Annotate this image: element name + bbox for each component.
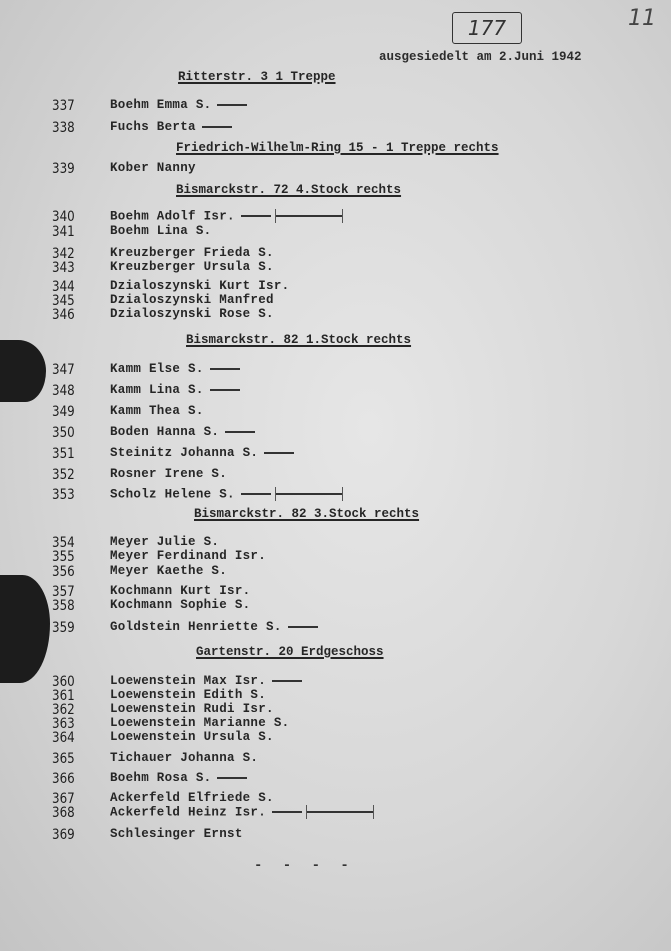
- resident-name: [110, 293, 274, 307]
- resident-name: [110, 161, 196, 175]
- resident-name-text: Dzialoszynski Rose S.: [110, 307, 274, 321]
- resident-name-text: Fuchs Berta: [110, 120, 196, 134]
- resident-name-text: Meyer Kaethe S.: [110, 564, 228, 578]
- entry-number: 351: [52, 446, 75, 462]
- resident-name-text: Goldstein Henriette S.: [110, 620, 282, 634]
- resident-name-text: Kreuzberger Frieda S.: [110, 246, 274, 260]
- resident-name: [110, 279, 289, 293]
- resident-name-text: Loewenstein Max Isr.: [110, 674, 267, 688]
- entry-number: 345: [52, 293, 75, 309]
- resident-name-text: Kober Nanny: [110, 161, 196, 175]
- entry-number: 358: [52, 598, 75, 614]
- archive-number-box: 177: [452, 12, 522, 44]
- resident-name: [110, 535, 219, 549]
- entry-number: 360: [52, 674, 75, 690]
- deportation-note: ausgesiedelt am 2.Juni 1942: [379, 50, 582, 64]
- resident-name-text: Kreuzberger Ursula S.: [110, 260, 274, 274]
- address-heading: Bismarckstr. 72 4.Stock rechts: [176, 183, 402, 197]
- resident-name: [110, 791, 274, 805]
- entry-number: 359: [52, 620, 75, 636]
- check-dash-mark: [210, 368, 240, 370]
- resident-name: [110, 307, 274, 321]
- check-dash-mark: [217, 777, 247, 779]
- resident-name-text: Boehm Adolf Isr.: [110, 209, 235, 224]
- end-mark: - - - -: [254, 858, 355, 874]
- entry-number: 361: [52, 688, 75, 704]
- entry-number: 344: [52, 279, 75, 295]
- resident-name: [110, 209, 343, 223]
- entry-number: 339: [52, 161, 75, 177]
- paper-stain: [0, 340, 46, 402]
- resident-name: [110, 120, 232, 134]
- entry-number: 338: [52, 120, 75, 136]
- struck-annotation-mark: [306, 805, 374, 819]
- entry-number: 354: [52, 535, 75, 551]
- resident-name: [110, 260, 274, 274]
- resident-name-text: Steinitz Johanna S.: [110, 446, 259, 460]
- resident-name: [110, 702, 274, 716]
- entry-number: 364: [52, 730, 75, 746]
- entry-number: 355: [52, 549, 75, 565]
- resident-name: [110, 425, 255, 439]
- entry-number: 340: [52, 209, 75, 225]
- resident-name: [110, 598, 250, 612]
- entry-number: 349: [52, 404, 75, 420]
- check-dash-mark: [272, 811, 302, 813]
- entry-number: 366: [52, 771, 75, 787]
- resident-name: [110, 549, 266, 563]
- check-dash-mark: [217, 104, 247, 106]
- resident-name-text: Meyer Julie S.: [110, 535, 220, 549]
- resident-name-text: Tichauer Johanna S.: [110, 751, 259, 765]
- resident-name-text: Boden Hanna S.: [110, 425, 220, 439]
- entry-number: 348: [52, 383, 75, 399]
- resident-name-text: Kamm Lina S.: [110, 383, 204, 397]
- page-number: 11: [628, 6, 656, 31]
- resident-name: [110, 446, 294, 460]
- resident-name: [110, 224, 211, 238]
- resident-name: [110, 688, 266, 702]
- resident-name-text: Kochmann Sophie S.: [110, 598, 251, 612]
- entry-number: 341: [52, 224, 75, 240]
- resident-name-text: Rosner Irene S.: [110, 467, 228, 481]
- resident-name: [110, 620, 318, 634]
- resident-name: [110, 246, 274, 260]
- entry-number: 367: [52, 791, 75, 807]
- check-dash-mark: [225, 431, 255, 433]
- entry-number: 350: [52, 425, 75, 441]
- struck-annotation-mark: [275, 487, 343, 501]
- resident-name-text: Boehm Emma S.: [110, 98, 212, 112]
- resident-name: [110, 716, 289, 730]
- resident-name-text: Loewenstein Marianne S.: [110, 716, 290, 730]
- resident-name: [110, 751, 258, 765]
- resident-name: [110, 98, 247, 112]
- address-heading: Bismarckstr. 82 3.Stock rechts: [194, 507, 420, 521]
- resident-name-text: Ackerfeld Elfriede S.: [110, 791, 274, 805]
- entry-number: 346: [52, 307, 75, 323]
- resident-name: [110, 404, 204, 418]
- resident-name-text: Meyer Ferdinand Isr.: [110, 549, 267, 563]
- check-dash-mark: [272, 680, 302, 682]
- resident-name-text: Boehm Rosa S.: [110, 771, 212, 785]
- resident-name-text: Scholz Helene S.: [110, 487, 235, 502]
- paper-stain: [0, 575, 50, 683]
- address-heading: Friedrich-Wilhelm-Ring 15 - 1 Treppe rechts: [176, 141, 499, 155]
- resident-name-text: Boehm Lina S.: [110, 224, 212, 238]
- resident-name-text: Loewenstein Rudi Isr.: [110, 702, 274, 716]
- entry-number: 369: [52, 827, 75, 843]
- resident-name-text: Dzialoszynski Manfred: [110, 293, 274, 307]
- entry-number: 365: [52, 751, 75, 767]
- entry-number: 342: [52, 246, 75, 262]
- resident-name-text: Kamm Else S.: [110, 362, 204, 376]
- entry-number: 352: [52, 467, 75, 483]
- check-dash-mark: [202, 126, 232, 128]
- address-heading: Ritterstr. 3 1 Treppe: [178, 70, 336, 84]
- resident-name-text: Kochmann Kurt Isr.: [110, 584, 251, 598]
- resident-name-text: Kamm Thea S.: [110, 404, 204, 418]
- resident-name: [110, 487, 343, 501]
- entry-number: 343: [52, 260, 75, 276]
- resident-name: [110, 584, 250, 598]
- resident-name: [110, 827, 243, 841]
- resident-name-text: Dzialoszynski Kurt Isr.: [110, 279, 290, 293]
- check-dash-mark: [241, 215, 271, 217]
- resident-name-text: Ackerfeld Heinz Isr.: [110, 805, 267, 820]
- resident-name: [110, 467, 227, 481]
- struck-annotation-mark: [275, 209, 343, 223]
- check-dash-mark: [264, 452, 294, 454]
- entry-number: 347: [52, 362, 75, 378]
- resident-name: [110, 730, 274, 744]
- resident-name: [110, 383, 240, 397]
- address-heading: Bismarckstr. 82 1.Stock rechts: [186, 333, 412, 347]
- entry-number: 362: [52, 702, 75, 718]
- entry-number: 337: [52, 98, 75, 114]
- check-dash-mark: [241, 493, 271, 495]
- resident-name: [110, 564, 227, 578]
- resident-name-text: Loewenstein Edith S.: [110, 688, 267, 702]
- resident-name-text: Schlesinger Ernst: [110, 827, 243, 841]
- resident-name: [110, 362, 240, 376]
- entry-number: 353: [52, 487, 75, 503]
- resident-name-text: Loewenstein Ursula S.: [110, 730, 274, 744]
- resident-name: [110, 805, 374, 819]
- resident-name: [110, 674, 302, 688]
- entry-number: 363: [52, 716, 75, 732]
- resident-name: [110, 771, 247, 785]
- entry-number: 357: [52, 584, 75, 600]
- address-heading: Gartenstr. 20 Erdgeschoss: [196, 645, 384, 659]
- entry-number: 356: [52, 564, 75, 580]
- entry-number: 368: [52, 805, 75, 821]
- check-dash-mark: [288, 626, 318, 628]
- check-dash-mark: [210, 389, 240, 391]
